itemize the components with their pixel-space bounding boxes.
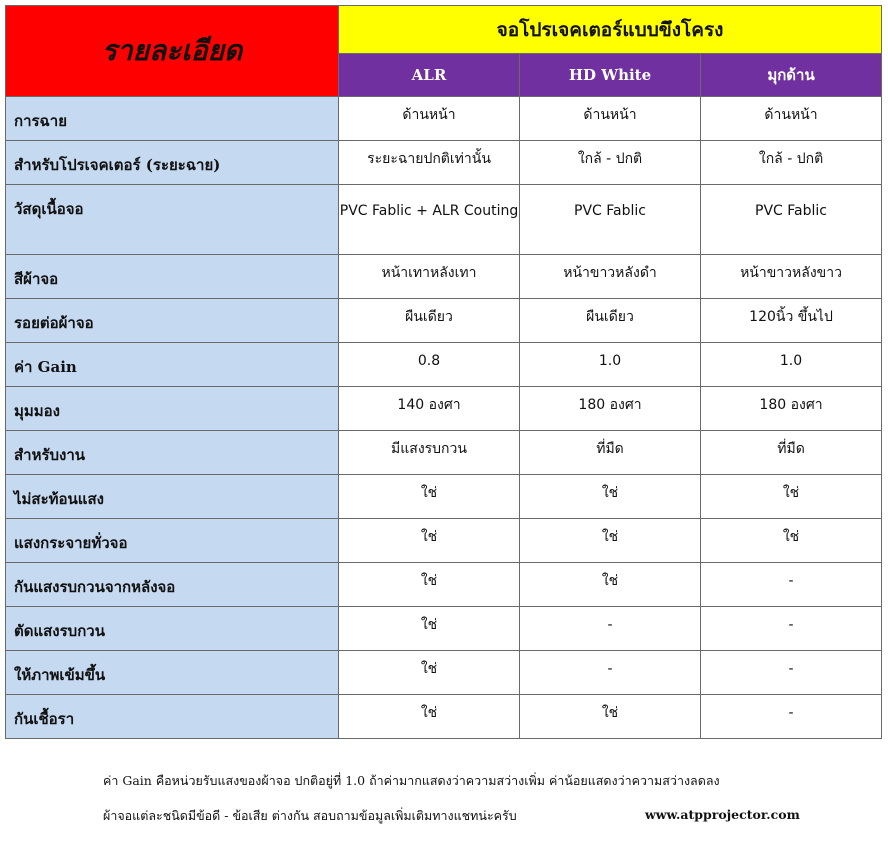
- table-cell: -: [701, 607, 882, 651]
- table-cell: 180 องศา: [701, 387, 882, 431]
- table-cell: PVC Fablic: [701, 185, 882, 255]
- row-label: แสงกระจายทั่วจอ: [6, 519, 339, 563]
- table-cell: 1.0: [701, 343, 882, 387]
- table-cell: 120นิ้ว ขึ้นไป: [701, 299, 882, 343]
- table-cell: ผืนเดียว: [520, 299, 701, 343]
- table-cell: ที่มืด: [701, 431, 882, 475]
- table-cell: ด้านหน้า: [339, 97, 520, 141]
- column-header-hd-white: HD White: [520, 54, 701, 97]
- table-cell: หน้าเทาหลังเทา: [339, 255, 520, 299]
- table-main-title: จอโปรเจคเตอร์แบบขึงโครง: [339, 6, 882, 54]
- table-cell: ใช่: [520, 695, 701, 739]
- footer-website: www.atpprojector.com: [645, 807, 800, 822]
- table-row: [6, 475, 882, 519]
- table-cell: ใกล้ - ปกติ: [701, 141, 882, 185]
- row-label: กันแสงรบกวนจากหลังจอ: [6, 563, 339, 607]
- table-cell: ด้านหน้า: [520, 97, 701, 141]
- corner-title: รายละเอียด: [6, 6, 339, 97]
- table-cell: ใช่: [339, 695, 520, 739]
- table-cell: ใช่: [339, 607, 520, 651]
- table-row: [6, 387, 882, 431]
- table-cell: ใช่: [520, 475, 701, 519]
- table-cell: PVC Fablic + ALR Couting: [339, 185, 520, 255]
- comparison-table: [5, 5, 882, 739]
- row-label: ไม่สะท้อนแสง: [6, 475, 339, 519]
- table-row: [6, 607, 882, 651]
- table-cell: ใช่: [339, 651, 520, 695]
- table-cell: ใช่: [339, 475, 520, 519]
- table-cell: -: [701, 695, 882, 739]
- table-cell: 1.0: [520, 343, 701, 387]
- row-label: ตัดแสงรบกวน: [6, 607, 339, 651]
- table-row: [6, 97, 882, 141]
- table-row: [6, 141, 882, 185]
- table-cell: ใช่: [701, 519, 882, 563]
- footer-contact-note: ผ้าจอแต่ละชนิดมีข้อดี - ข้อเสีย ต่างกัน สอบถามข้อมูลเพิ่มเติมทางแชทน่ะครับ: [103, 808, 517, 823]
- table-cell: -: [701, 651, 882, 695]
- row-label: สำหรับโปรเจคเตอร์ (ระยะฉาย): [6, 141, 339, 185]
- table-row: [6, 519, 882, 563]
- table-cell: หน้าขาวหลังดำ: [520, 255, 701, 299]
- table-cell: 0.8: [339, 343, 520, 387]
- row-label: มุมมอง: [6, 387, 339, 431]
- table-cell: ใช่: [520, 563, 701, 607]
- row-label: ให้ภาพเข้มขึ้น: [6, 651, 339, 695]
- table-cell: PVC Fablic: [520, 185, 701, 255]
- table-row: [6, 651, 882, 695]
- table-row: [6, 431, 882, 475]
- table-row: [6, 695, 882, 739]
- table-row: [6, 563, 882, 607]
- row-label: กันเชื้อรา: [6, 695, 339, 739]
- column-header-alr: ALR: [339, 54, 520, 97]
- table-cell: มีแสงรบกวน: [339, 431, 520, 475]
- table-body: [6, 97, 882, 739]
- table-cell: ที่มืด: [520, 431, 701, 475]
- table-cell: ใกล้ - ปกติ: [520, 141, 701, 185]
- table-cell: -: [520, 651, 701, 695]
- table-row: [6, 255, 882, 299]
- table-cell: ระยะฉายปกติเท่านั้น: [339, 141, 520, 185]
- table-cell: ใช่: [339, 563, 520, 607]
- row-label: สำหรับงาน: [6, 431, 339, 475]
- footer-gain-note: ค่า Gain คือหน่วยรับแสงของผ้าจอ ปกติอยู่ที่ 1.0 ถ้าค่ามากแสดงว่าความสว่างเพิ่ม ค่าน้อยแสดงว่าความสว่างลดลง: [103, 773, 720, 788]
- table-cell: 140 องศา: [339, 387, 520, 431]
- row-label: วัสดุเนื้อจอ: [6, 185, 339, 255]
- table-cell: ใช่: [339, 519, 520, 563]
- table-cell: หน้าขาวหลังขาว: [701, 255, 882, 299]
- table-row: [6, 185, 882, 255]
- table-cell: ผืนเดียว: [339, 299, 520, 343]
- table-cell: ใช่: [520, 519, 701, 563]
- column-header-matte: มุกด้าน: [701, 54, 882, 97]
- row-label: การฉาย: [6, 97, 339, 141]
- table-cell: ใช่: [701, 475, 882, 519]
- row-label: รอยต่อผ้าจอ: [6, 299, 339, 343]
- table-row: [6, 343, 882, 387]
- table-cell: 180 องศา: [520, 387, 701, 431]
- table-cell: -: [701, 563, 882, 607]
- row-label: ค่า Gain: [6, 343, 339, 387]
- table-row: [6, 299, 882, 343]
- table-cell: -: [520, 607, 701, 651]
- row-label: สีผ้าจอ: [6, 255, 339, 299]
- table-cell: ด้านหน้า: [701, 97, 882, 141]
